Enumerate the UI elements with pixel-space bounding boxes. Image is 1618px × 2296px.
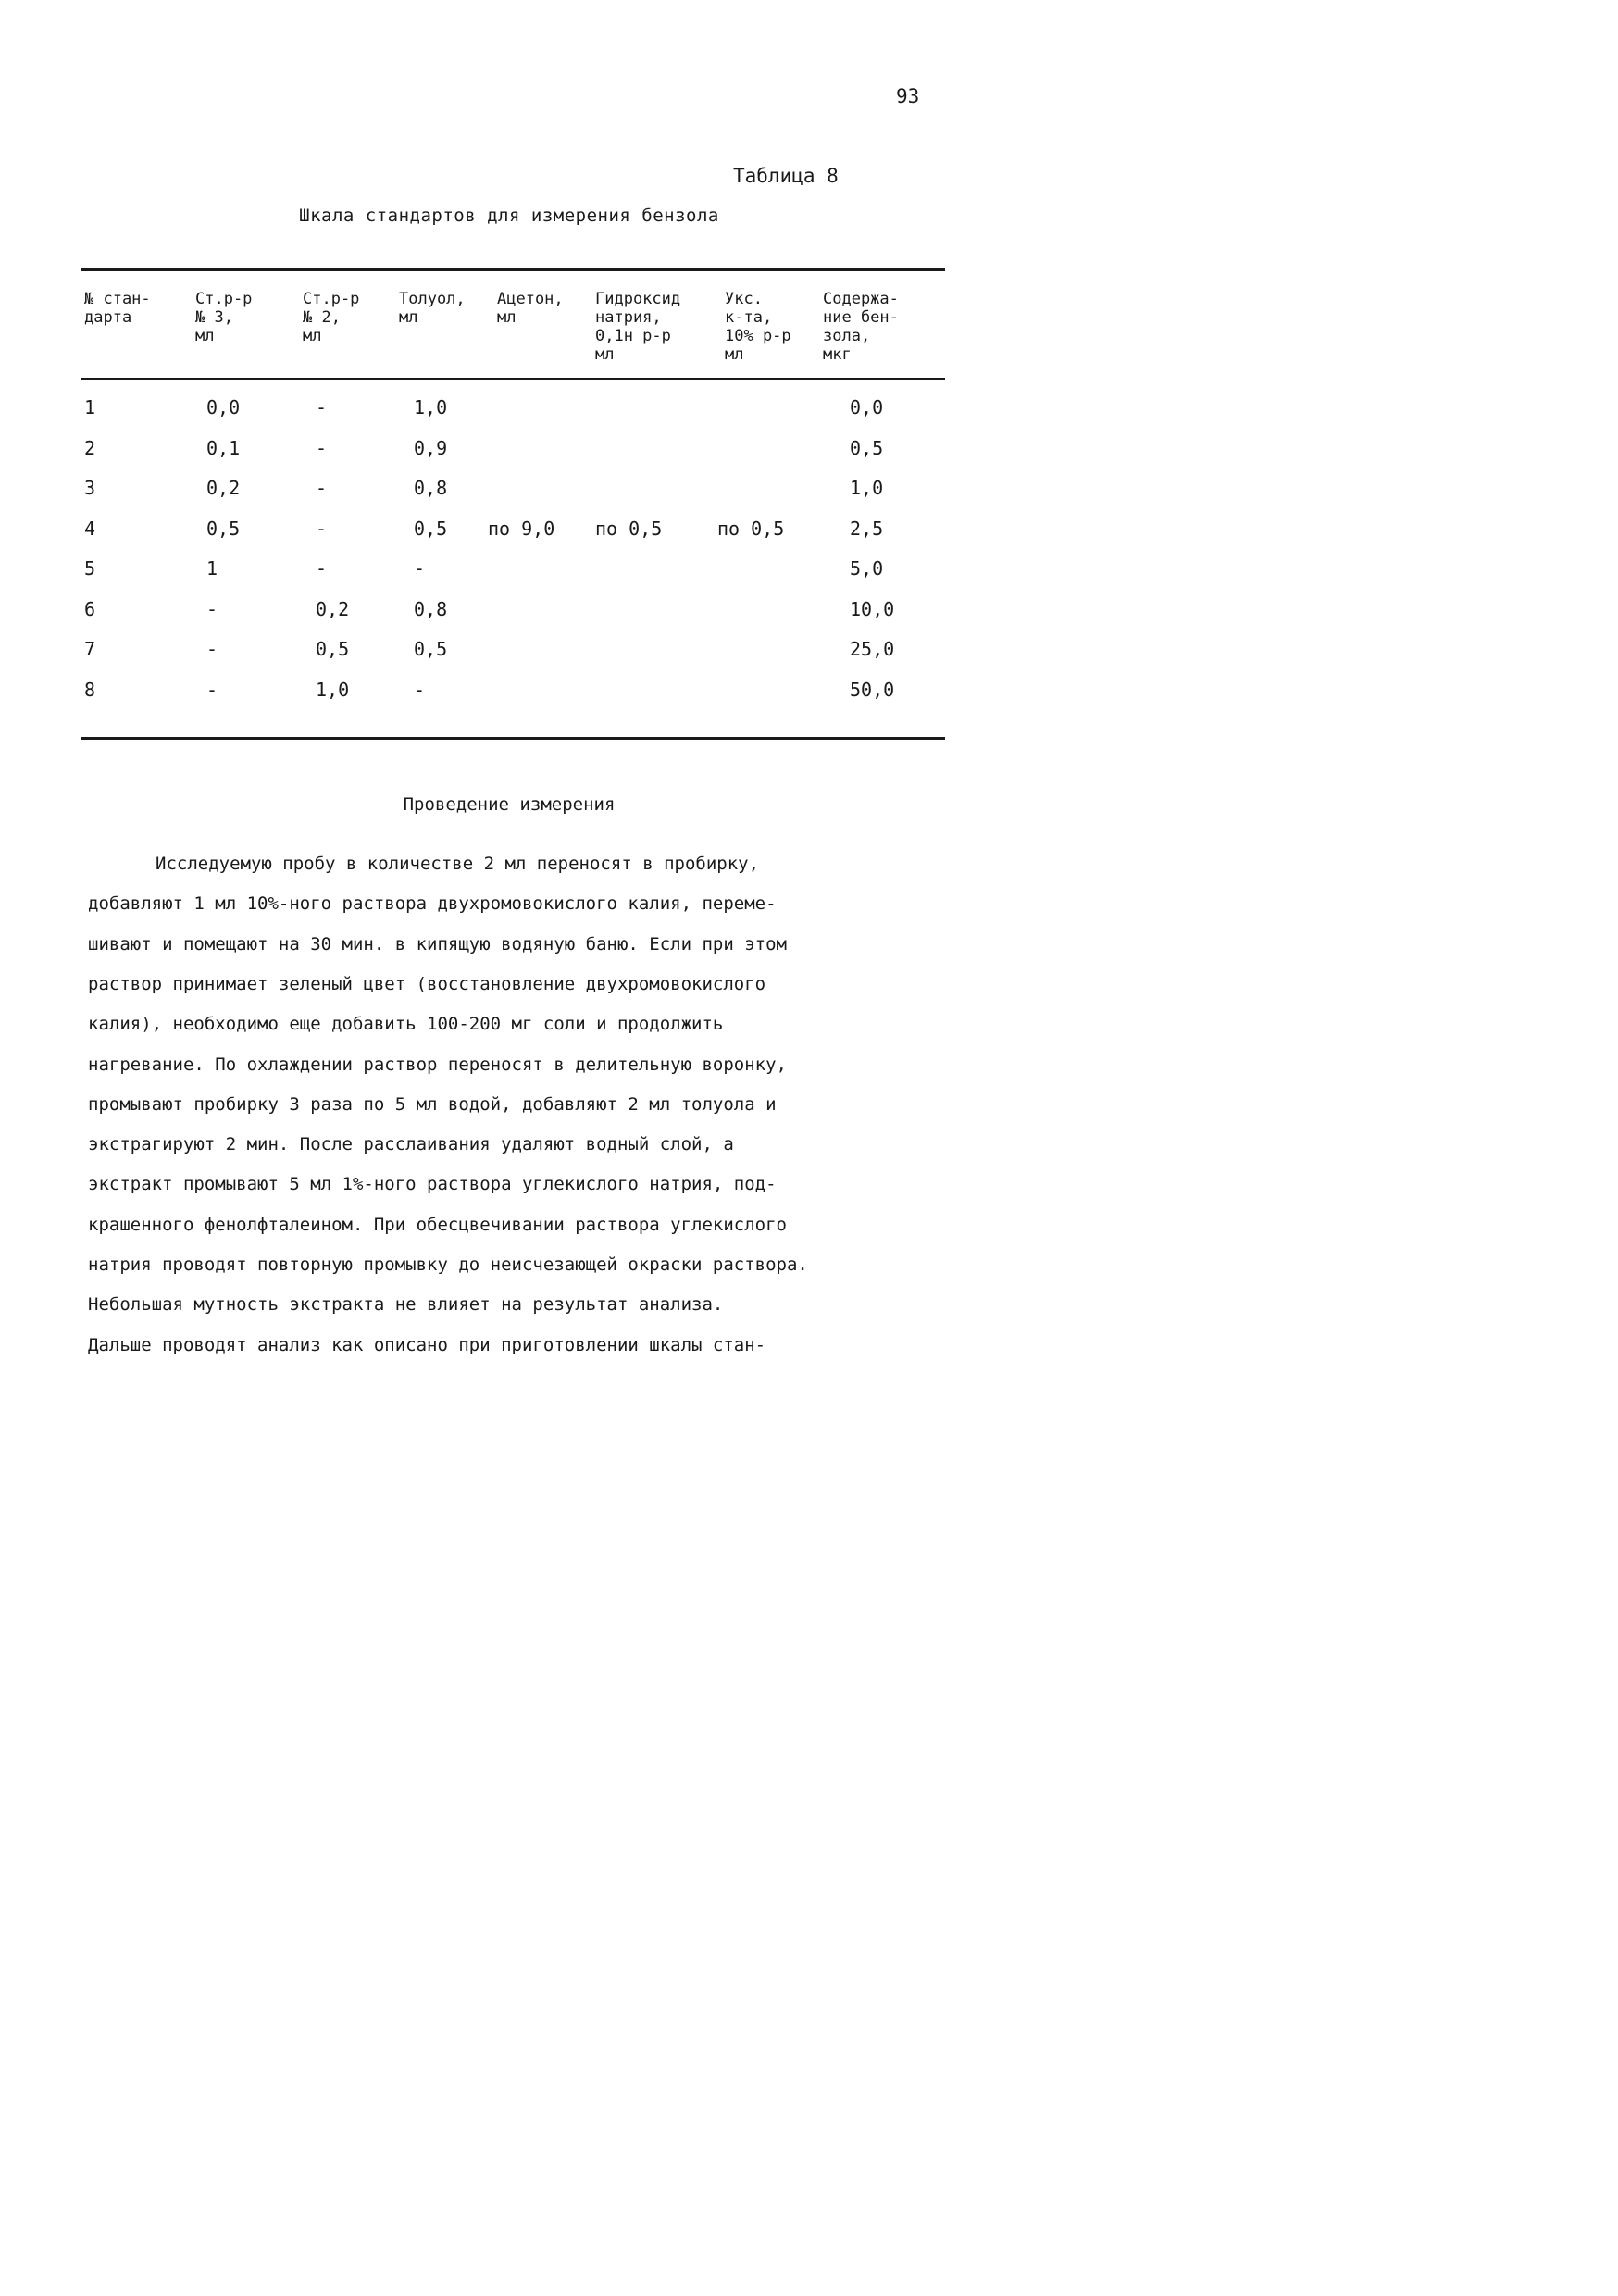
cell-stock-solution-3: 0,0 [206, 396, 241, 418]
cell-stock-solution-3: 0,5 [206, 517, 241, 540]
cell-toluene: 0,5 [414, 638, 448, 660]
text-line: крашенного фенолфталеином. При обесцвечивании раствора углекислого [88, 1214, 787, 1235]
cell-benzene-content: 1,0 [850, 477, 884, 499]
cell-stock-solution-2: - [316, 517, 328, 540]
cell-benzene-content: 50,0 [850, 678, 895, 701]
cell-toluene: 0,5 [414, 517, 448, 540]
cell-benzene-content: 2,5 [850, 517, 884, 540]
header-sodium-hydroxide: Гидроксид натрия, 0,1н р-р мл [595, 290, 681, 364]
table-bottom-rule [81, 737, 945, 740]
cell-toluene: 0,8 [414, 477, 448, 499]
cell-acetic-acid: по 0,5 [717, 517, 785, 540]
cell-toluene: 0,8 [414, 597, 448, 620]
cell-benzene-content: 0,5 [850, 436, 884, 459]
cell-stock-solution-2: 0,2 [316, 597, 350, 620]
cell-toluene: - [414, 678, 426, 701]
table-header-rule [81, 378, 945, 380]
header-benzene-content: Содержа- ние бен- зола, мкг [823, 290, 899, 364]
text-line: экстрагируют 2 мин. После расслаивания удаляют водный слой, а [88, 1134, 734, 1155]
header-acetic-acid: Укс. к-та, 10% р-р мл [725, 290, 791, 364]
text-line: добавляют 1 мл 10%-ного раствора двухромовокислого калия, переме- [88, 893, 777, 915]
cell-standard-number: 2 [84, 436, 96, 459]
cell-stock-solution-3: 0,1 [206, 436, 241, 459]
cell-stock-solution-2: - [316, 396, 328, 418]
cell-standard-number: 8 [84, 678, 96, 701]
cell-stock-solution-3: 1 [206, 557, 218, 580]
cell-sodium-hydroxide: по 0,5 [595, 517, 663, 540]
cell-toluene: 0,9 [414, 436, 448, 459]
cell-toluene: - [414, 557, 426, 580]
cell-benzene-content: 25,0 [850, 638, 895, 660]
cell-standard-number: 1 [84, 396, 96, 418]
table-title: Шкала стандартов для измерения бензола [299, 206, 719, 226]
header-acetone: Ацетон, мл [497, 290, 564, 327]
cell-standard-number: 6 [84, 597, 96, 620]
header-stock-solution-3: Ст.р-р № 3, мл [195, 290, 253, 345]
text-line: нагревание. По охлаждении раствор переносят в делительную воронку, [88, 1054, 787, 1075]
cell-toluene: 1,0 [414, 396, 448, 418]
cell-stock-solution-2: 0,5 [316, 638, 350, 660]
cell-stock-solution-2: - [316, 436, 328, 459]
table-top-rule [81, 268, 945, 271]
header-stock-solution-2: Ст.р-р № 2, мл [303, 290, 360, 345]
header-standard-number: № стан- дарта [84, 290, 151, 327]
cell-acetone: по 9,0 [488, 517, 555, 540]
text-line: натрия проводят повторную промывку до неисчезающей окраски раствора. [88, 1254, 808, 1275]
text-line: Исследуемую пробу в количестве 2 мл переносят в пробирку, [156, 854, 760, 874]
cell-standard-number: 4 [84, 517, 96, 540]
cell-stock-solution-2: 1,0 [316, 678, 350, 701]
section-heading: Проведение измерения [403, 794, 616, 815]
header-toluene: Толуол, мл [399, 290, 466, 327]
cell-stock-solution-2: - [316, 477, 328, 499]
cell-stock-solution-3: - [206, 597, 218, 620]
text-line: калия), необходимо еще добавить 100-200 мг соли и продолжить [88, 1014, 724, 1035]
page-number: 93 [896, 85, 920, 107]
cell-benzene-content: 0,0 [850, 396, 884, 418]
cell-standard-number: 5 [84, 557, 96, 580]
text-line: Небольшая мутность экстракта не влияет на результат анализа. [88, 1294, 724, 1316]
text-line: экстракт промывают 5 мл 1%-ного раствора углекислого натрия, под- [88, 1174, 777, 1195]
cell-benzene-content: 10,0 [850, 597, 895, 620]
cell-standard-number: 3 [84, 477, 96, 499]
cell-standard-number: 7 [84, 638, 96, 660]
text-line: Дальше проводят анализ как описано при приготовлении шкалы стан- [88, 1334, 766, 1355]
table-label: Таблица 8 [733, 165, 839, 187]
cell-stock-solution-3: - [206, 678, 218, 701]
text-line: промывают пробирку 3 раза по 5 мл водой, добавляют 2 мл толуола и [88, 1093, 777, 1115]
cell-benzene-content: 5,0 [850, 557, 884, 580]
cell-stock-solution-2: - [316, 557, 328, 580]
text-line: шивают и помещают на 30 мин. в кипящую водяную баню. Если при этом [88, 933, 787, 955]
text-line: раствор принимает зеленый цвет (восстановление двухромовокислого [88, 973, 766, 994]
cell-stock-solution-3: 0,2 [206, 477, 241, 499]
cell-stock-solution-3: - [206, 638, 218, 660]
